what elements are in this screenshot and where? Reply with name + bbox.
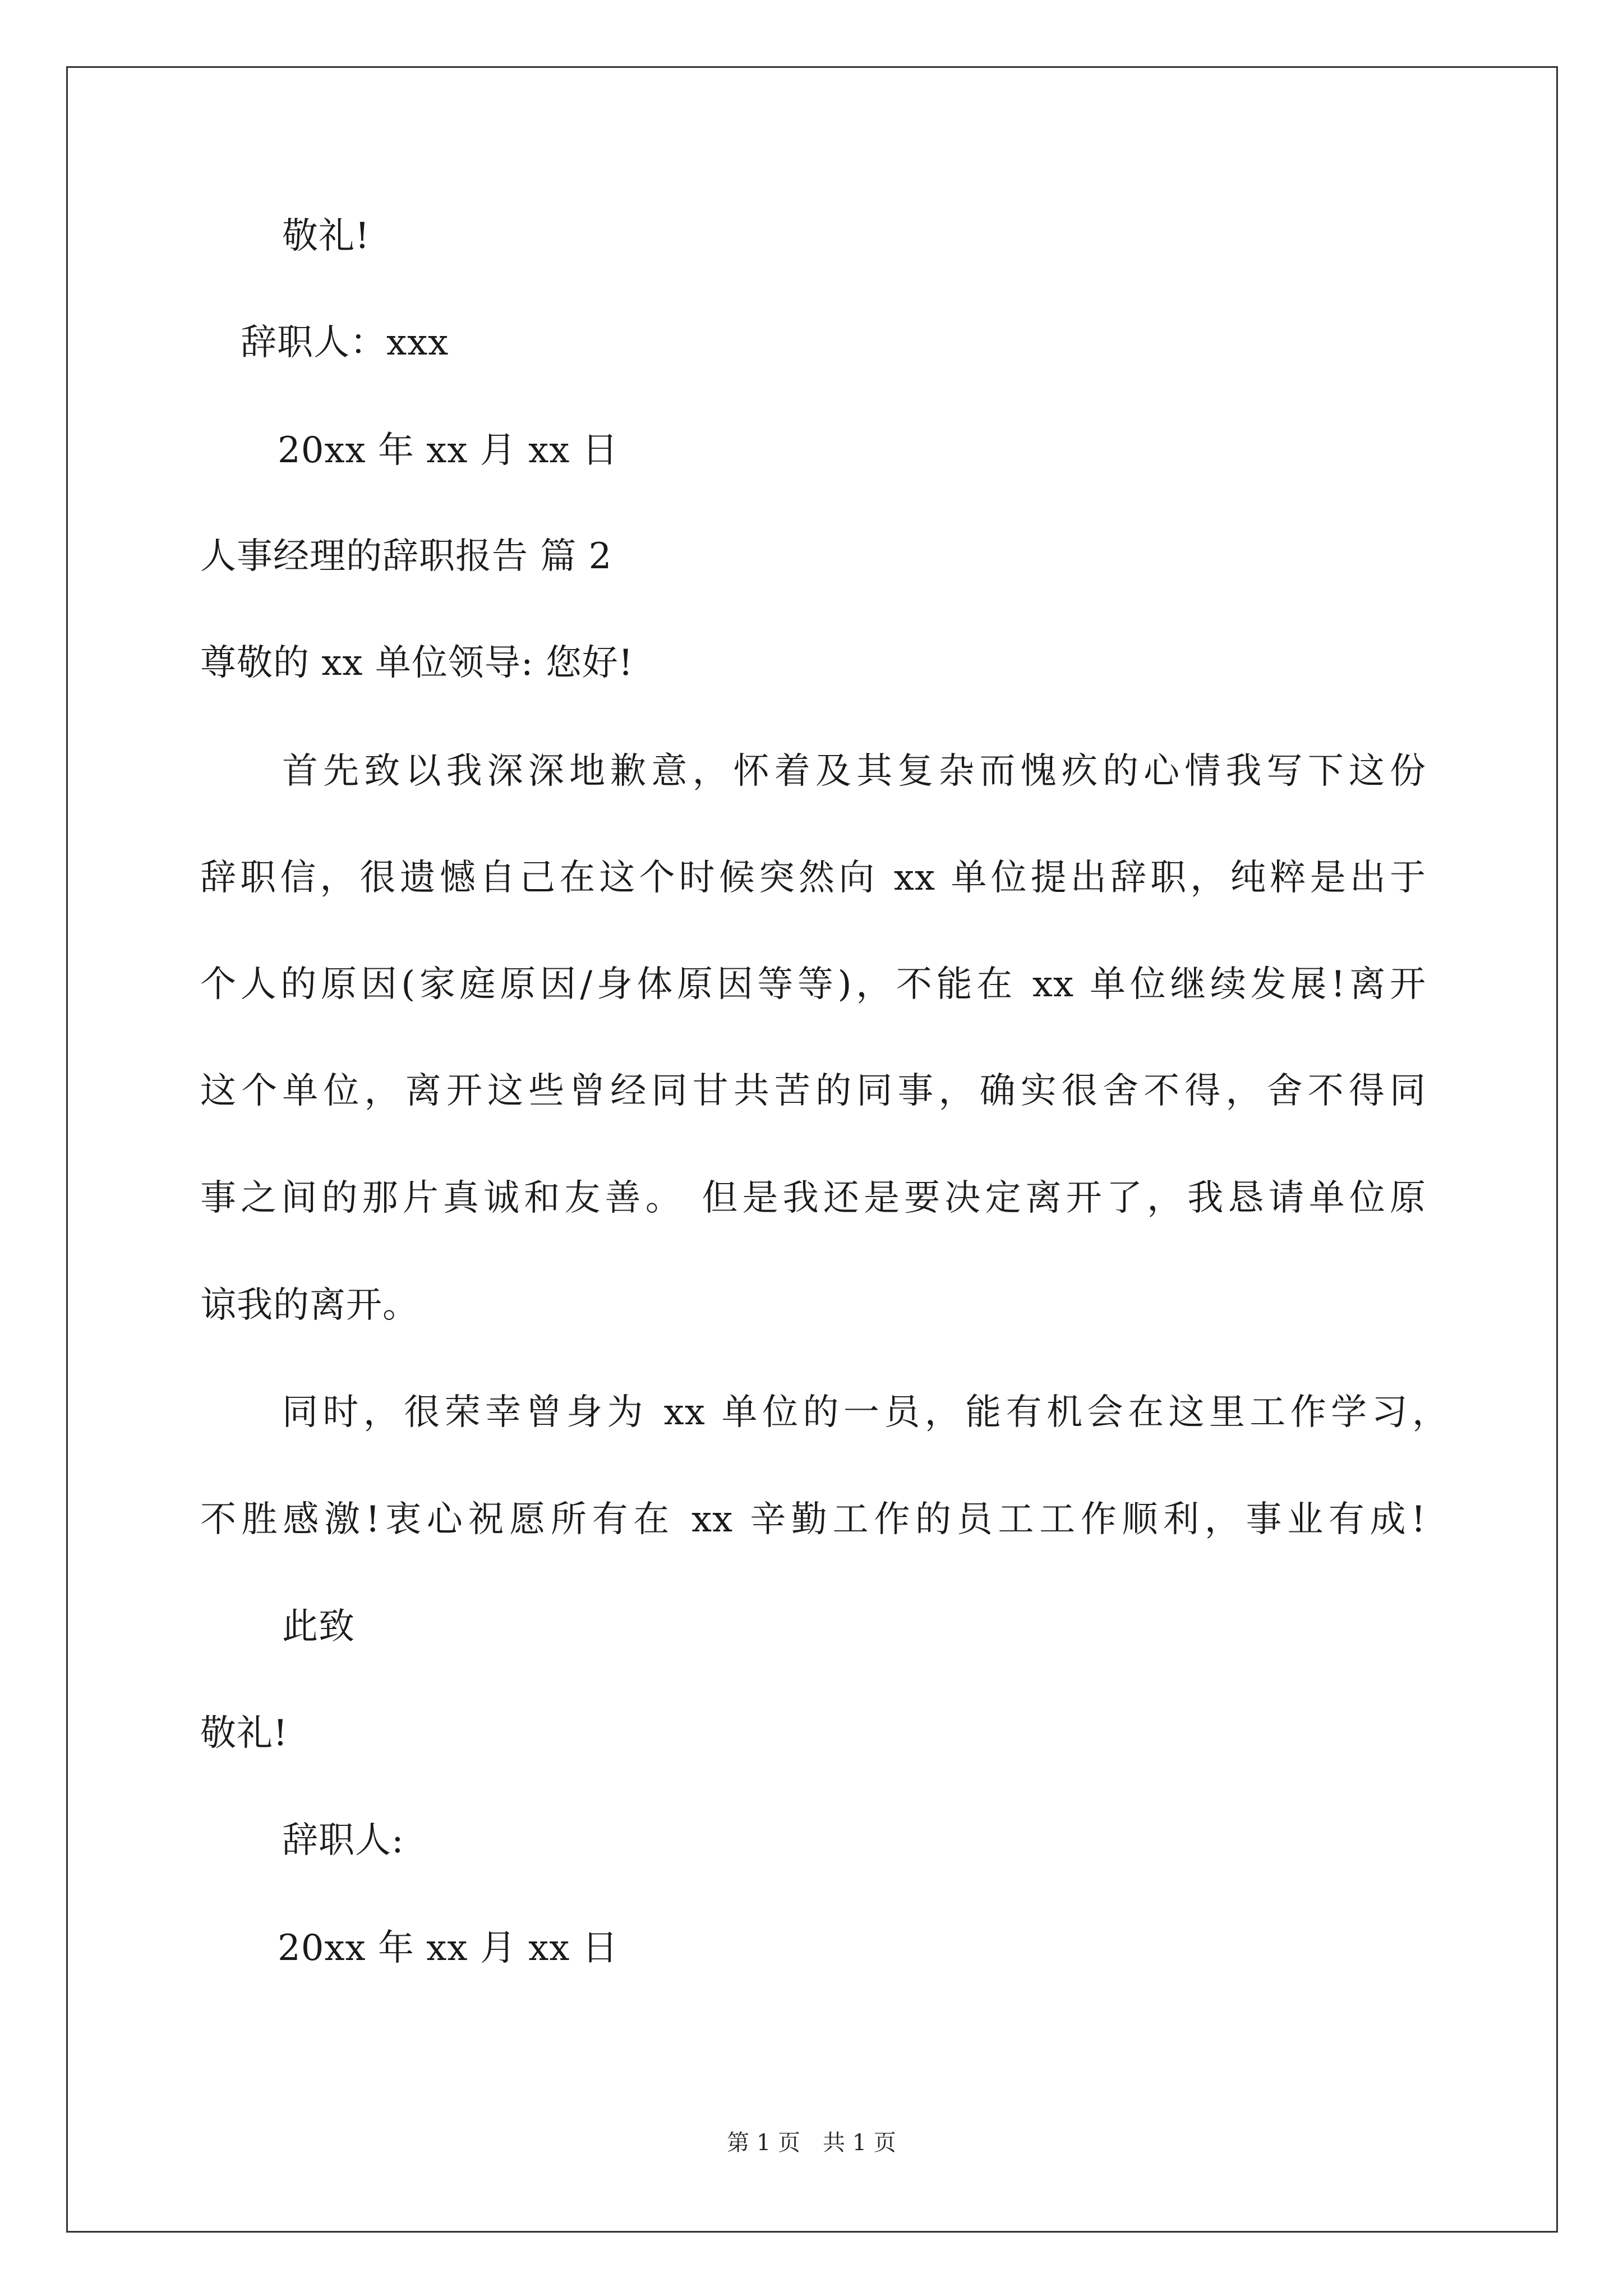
body-line-7: 同时，很荣幸曾身为 xx 单位的一员，能有机会在这里工作学习， <box>282 1392 1449 1433</box>
body-line-5: 事之间的那片真诚和友善。 但是我还是要决定离开了，我恳请单位原 <box>200 1177 1426 1219</box>
body-line-3: 个人的原因(家庭原因/身体原因等等)，不能在 xx 单位继续发展!离开 <box>200 964 1426 1005</box>
body-line-4: 这个单位，离开这些曾经同甘共苦的同事，确实很舍不得，舍不得同 <box>200 1070 1426 1112</box>
section-heading: 人事经理的辞职报告 篇 2 <box>200 536 612 577</box>
salutation: 尊敬的 xx 单位领导: 您好! <box>200 642 634 684</box>
signer-line-1: 辞职人：xxx <box>241 322 449 364</box>
signer-line-2: 辞职人: <box>282 1820 404 1861</box>
date-line-1: 20xx 年 xx 月 xx 日 <box>278 430 619 471</box>
page-footer: 第 1 页 共 1 页 <box>727 2130 896 2156</box>
closing-salute-2: 敬礼! <box>200 1713 288 1754</box>
body-line-2: 辞职信，很遗憾自己在这个时候突然向 xx 单位提出辞职，纯粹是出于 <box>200 857 1426 899</box>
body-line-8: 不胜感激!衷心祝愿所有在 xx 辛勤工作的员工工作顺利，事业有成! <box>200 1499 1426 1540</box>
closing-salute-1: 敬礼! <box>282 215 370 257</box>
closing-phrase: 此致 <box>282 1606 355 1648</box>
page-border <box>66 66 1558 2233</box>
body-line-6: 谅我的离开。 <box>200 1285 419 1326</box>
date-line-2: 20xx 年 xx 月 xx 日 <box>278 1927 619 1969</box>
body-line-1: 首先致以我深深地歉意，怀着及其复杂而愧疚的心情我写下这份 <box>282 751 1426 792</box>
